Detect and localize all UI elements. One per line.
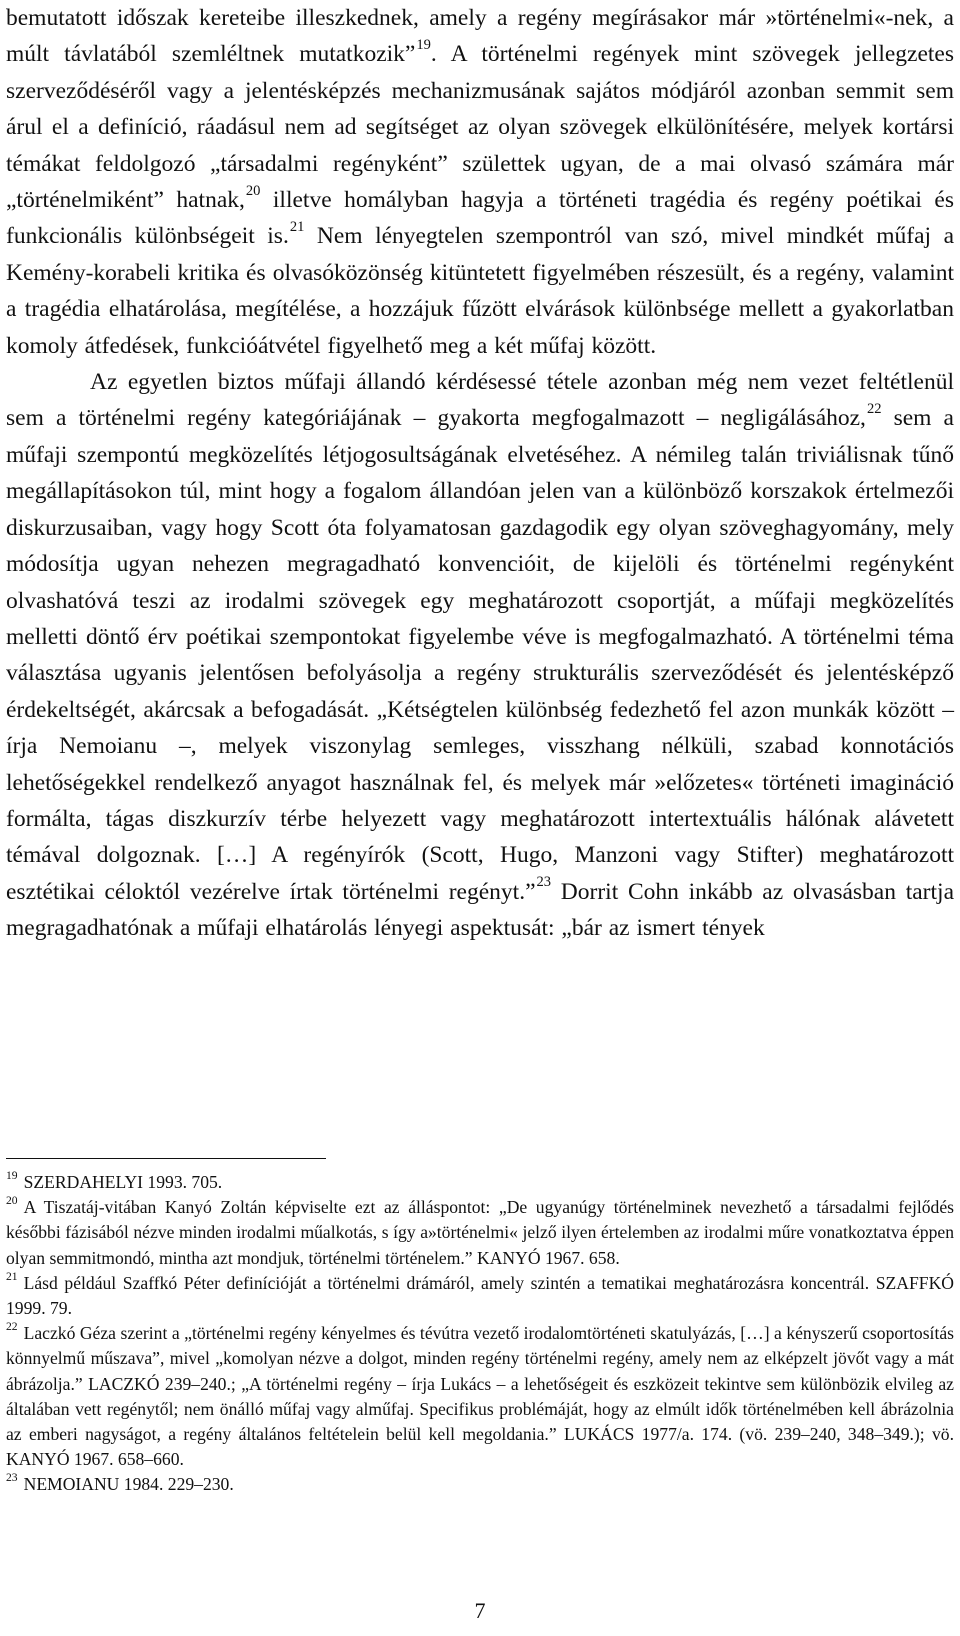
footnote-ref-23[interactable]: 23	[536, 874, 552, 891]
footnotes	[6, 1170, 954, 1498]
footnote-separator	[6, 1158, 326, 1159]
text-run: Nem lényegtelen szempontról van szó, mivel mindkét műfaj a Kemény-korabeli kritika és olvasóközönség kitüntetett figyelmében részesült, és a regény, valamint a tragédia elhatárolása, megítélése, a hozzájuk fűzött elvárások különbsége mellett a gyakorlatban komoly átfedések, funkcióátvétel figyelhető meg a két műfaj között.	[6, 223, 954, 359]
main-text	[6, 0, 954, 947]
footnote-number: 21	[6, 1269, 18, 1283]
text-run: Dorrit Cohn inkább az olvasásban tartja megragadhatónak a műfaji elhatárolás lényegi aspektusát: „bár az ismert tények	[6, 878, 954, 942]
footnote-ref-22[interactable]: 22	[866, 401, 882, 418]
page-number: 7	[474, 1598, 486, 1623]
text-run: illetve homályban hagyja a történeti tragédia és regény poétikai és funkcionális különbségeit is.	[6, 187, 954, 250]
footnote-19	[6, 1170, 954, 1195]
footnote-ref-19[interactable]: 19	[416, 37, 431, 54]
footnote-text: SZERDAHELYI 1993. 705.	[23, 1172, 223, 1192]
footnote-text: Lásd például Szaffkó Péter definícióját a történelmi drámáról, amely szintén a tematikai meghatározásra koncentrál. SZAFFKÓ 1999. 79.	[6, 1272, 954, 1319]
footnote-ref-21[interactable]: 21	[289, 219, 305, 236]
footnote-22	[6, 1321, 954, 1472]
footnote-text: Laczkó Géza szerint a „történelmi regény kényelmes és tévútra vezető irodalomtörténeti skatulyázás, […] a kényszerű csoportosítás könnyelmű műszava”, mivel „komolyan nézve a dolgot, minden regény történelmi regény, amely nem az elképzelt jövőt vagy a mát ábrázolja.” LACZKÓ 239–240.; „A történelmi regény – írja Lukács – a lehetőségeit és eszközeit tekintve sem különbözik elvileg az általában vett regénytől; nem önálló műfaj vagy alműfaj. Specifikus problémáját, hogy az elmúlt idők történelmében kell ábrázolnia az emberi nagyságot, a regény általános feltételein belül kell megoldania.” LUKÁCS 1977/a. 174. (vö. 239–240, 348–349.); vö. KANYÓ 1967. 658–660.	[6, 1323, 954, 1470]
text-run: Az egyetlen biztos műfaji állandó kérdésessé tétele azonban még nem vezet feltétlenül sem a történelmi regény kategóriájának – gyakorta megfogalmazott – negligálásához,	[6, 369, 954, 432]
text-run: bemutatott időszak kereteibe illeszkednek, amely a regény megírásakor már »történelmi«-nek, a múlt távlatából szemléltnek mutatkozik”	[6, 5, 954, 68]
paragraph-2	[6, 364, 954, 947]
footnote-text: NEMOIANU 1984. 229–230.	[23, 1474, 234, 1495]
footnote-number: 19	[6, 1168, 18, 1182]
text-run: . A történelmi regények mint szövegek jellegzetes szerveződéséről vagy a jelentésképzés mechanizmusának sajátos módjáról azonban semmit sem árul el a definíció, ráadásul nem ad segítséget az olyan szövegek elkülönítésére, melyek kortársi témákat feldolgozó „társadalmi regényként” születtek ugyan, de a mai olvasó számára már „történelmiként” hatnak,	[6, 41, 954, 214]
text-run: sem a műfaji szempontú megközelítés létjogosultságának elvetéséhez. A némileg talán triviálisnak tűnő megállapításokon túl, mint hogy a fogalom állandóan jelen van a különböző korszakok értelmezői diskurzusaiban, vagy hogy Scott óta folyamatosan gazdagodik egy olyan szöveghagyomány, mely módosítja ugyan nehezen megragadható konvencióit, de kijelöli és történelmi regényként olvashatóvá teszi az irodalmi szövegek egy meghatározott csoportját, a műfaji megközelítés melletti döntő érv poétikai szempontokat figyelembe véve is megfogalmazható. A történelmi téma választása ugyanis jelentősen befolyásolja a regény strukturális szerveződését és jelentésképző érdekeltségét, akárcsak a befogadását. „Kétségtelen különbség fedezhető fel azon munkák között – írja Nemoianu –, melyek viszonylag semleges, visszhang nélküli, szabad konnotációs lehetőségekkel rendelkező anyagot használnak fel, és melyek már »előzetes« történeti imagináció formálta, tágas diszkurzív térbe helyezett vagy meghatározott intertextuális hálónak alávetett témával dolgoznak. […] A regényírók (Scott, Hugo, Manzoni vagy Stifter) meghatározott esztétikai céloktól vezérelve írtak történelmi regényt.”	[6, 405, 954, 905]
footnote-21	[6, 1271, 954, 1321]
footnote-text: A Tiszatáj-vitában Kanyó Zoltán képviselte ezt az álláspontot: „De ugyanúgy történelminek nevezhető a társadalmi fejlődés későbbi fázisából nézve minden irodalmi műalkotás, s így a»történelmi« jelző ilyen értelemben az irodalmi műre vonatkoztatva éppen olyan semmitmondó, mintha azt mondjuk, történelmi történelem.” KANYÓ 1967. 658.	[6, 1197, 954, 1268]
paragraph-1	[6, 0, 954, 364]
footnote-ref-20[interactable]: 20	[245, 182, 261, 199]
footnote-number: 20	[6, 1193, 18, 1207]
footnote-number: 23	[6, 1471, 18, 1485]
footnote-number: 22	[6, 1319, 18, 1333]
footnote-20	[6, 1195, 954, 1271]
footnote-23	[6, 1472, 954, 1497]
